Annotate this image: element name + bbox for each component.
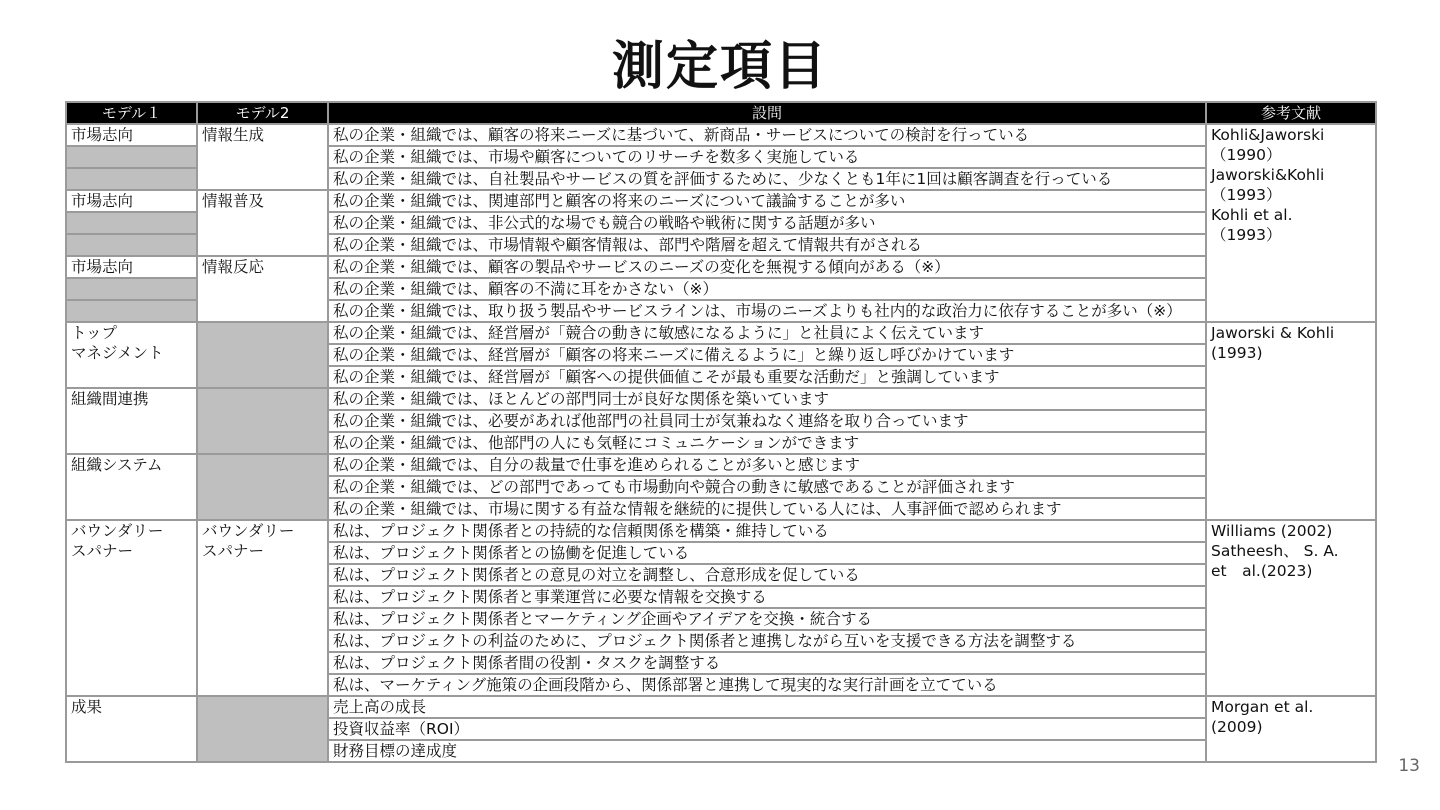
model1-cell <box>66 212 197 234</box>
reference-cell <box>1206 520 1376 696</box>
question-cell: 私の企業・組織では、市場や顧客についてのリサーチを数多く実施している <box>328 146 1206 168</box>
header-question: 設問 <box>328 102 1206 124</box>
model1-cell: 市場志向 <box>66 124 197 146</box>
model1-cell: バウンダリー スパナー <box>66 520 197 696</box>
question-cell: 私の企業・組織では、関連部門と顧客の将来のニーズについて議論することが多い <box>328 190 1206 212</box>
question-cell: 私の企業・組織では、どの部門であっても市場動向や競合の動きに敏感であることが評価されます <box>328 476 1206 498</box>
question-cell: 財務目標の達成度 <box>328 740 1206 762</box>
question-cell: 私の企業・組織では、経営層が「顧客の将来ニーズに備えるように」と繰り返し呼びかけています <box>328 344 1206 366</box>
model1-cell: 成果 <box>66 696 197 762</box>
reference-line: Williams (2002) <box>1211 522 1333 540</box>
reference-line: （1990） <box>1211 146 1282 164</box>
question-cell: 私の企業・組織では、自社製品やサービスの質を評価するために、少なくとも1年に1回は顧客調査を行っている <box>328 168 1206 190</box>
reference-line: (2009) <box>1211 718 1263 736</box>
table-row <box>66 256 1376 278</box>
model2-cell <box>197 696 328 762</box>
question-cell: 私の企業・組織では、自分の裁量で仕事を進められることが多いと感じます <box>328 454 1206 476</box>
question-cell: 私は、プロジェクトの利益のために、プロジェクト関係者と連携しながら互いを支援できる方法を調整する <box>328 630 1206 652</box>
reference-line: Jaworski&Kohli <box>1211 166 1325 184</box>
question-cell: 私は、プロジェクト関係者と事業運営に必要な情報を交換する <box>328 586 1206 608</box>
reference-line: Kohli et al. <box>1211 206 1293 224</box>
question-cell: 私の企業・組織では、取り扱う製品やサービスラインは、市場のニーズよりも社内的な政治力に依存することが多い（※） <box>328 300 1206 322</box>
question-cell: 私の企業・組織では、他部門の人にも気軽にコミュニケーションができます <box>328 432 1206 454</box>
question-cell: 私の企業・組織では、経営層が「顧客への提供価値こそが最も重要な活動だ」と強調しています <box>328 366 1206 388</box>
model1-cell <box>66 168 197 190</box>
model1-cell <box>66 300 197 322</box>
reference-line: Satheesh、 S. A. <box>1211 542 1339 560</box>
question-cell: 私の企業・組織では、顧客の製品やサービスのニーズの変化を無視する傾向がある（※） <box>328 256 1206 278</box>
reference-line: （1993） <box>1211 226 1282 244</box>
question-cell: 私は、プロジェクト関係者との持続的な信頼関係を構築・維持している <box>328 520 1206 542</box>
question-cell: 私の企業・組織では、ほとんどの部門同士が良好な関係を築いています <box>328 388 1206 410</box>
model2-cell <box>197 454 328 520</box>
question-cell: 私の企業・組織では、顧客の将来ニーズに基づいて、新商品・サービスについての検討を行っている <box>328 124 1206 146</box>
header-model1: モデル１ <box>66 102 197 124</box>
table-body <box>66 124 1376 762</box>
table-row <box>66 124 1376 146</box>
model1-cell: トップ マネジメント <box>66 322 197 388</box>
reference-line: Jaworski & Kohli <box>1211 324 1335 342</box>
model2-cell: バウンダリー スパナー <box>197 520 328 696</box>
reference-line: Kohli&Jaworski <box>1211 126 1325 144</box>
page-number: 13 <box>1398 756 1420 776</box>
reference-line: (1993) <box>1211 344 1263 362</box>
question-cell: 私の企業・組織では、経営層が「競合の動きに敏感になるように」と社員によく伝えています <box>328 322 1206 344</box>
reference-cell <box>1206 696 1376 762</box>
model1-cell <box>66 278 197 300</box>
question-cell: 私の企業・組織では、顧客の不満に耳をかさない（※） <box>328 278 1206 300</box>
model1-cell <box>66 146 197 168</box>
reference-line: et al.(2023) <box>1211 562 1313 580</box>
header-row <box>66 102 1376 124</box>
model1-cell <box>66 234 197 256</box>
question-cell: 私の企業・組織では、必要があれば他部門の社員同士が気兼ねなく連絡を取り合っています <box>328 410 1206 432</box>
question-cell: 私の企業・組織では、市場に関する有益な情報を継続的に提供している人には、人事評価で認められます <box>328 498 1206 520</box>
reference-line: （1993） <box>1211 186 1282 204</box>
reference-cell <box>1206 124 1376 322</box>
question-cell: 売上高の成長 <box>328 696 1206 718</box>
model2-cell: 情報反応 <box>197 256 328 322</box>
table-row <box>66 388 1376 410</box>
header-reference: 参考文献 <box>1206 102 1376 124</box>
model1-cell: 市場志向 <box>66 256 197 278</box>
table-row <box>66 454 1376 476</box>
table-row <box>66 190 1376 212</box>
measurement-items-table <box>65 101 1377 763</box>
question-cell: 私は、プロジェクト関係者間の役割・タスクを調整する <box>328 652 1206 674</box>
model2-cell <box>197 322 328 388</box>
header-model2: モデル2 <box>197 102 328 124</box>
question-cell: 私は、プロジェクト関係者との意見の対立を調整し、合意形成を促している <box>328 564 1206 586</box>
question-cell: 私の企業・組織では、市場情報や顧客情報は、部門や階層を超えて情報共有がされる <box>328 234 1206 256</box>
table-row <box>66 322 1376 344</box>
model2-cell: 情報普及 <box>197 190 328 256</box>
model1-cell: 組織間連携 <box>66 388 197 454</box>
question-cell: 投資収益率（ROI） <box>328 718 1206 740</box>
question-cell: 私の企業・組織では、非公式的な場でも競合の戦略や戦術に関する話題が多い <box>328 212 1206 234</box>
question-cell: 私は、マーケティング施策の企画段階から、関係部署と連携して現実的な実行計画を立てている <box>328 674 1206 696</box>
model1-cell: 組織システム <box>66 454 197 520</box>
reference-line: Morgan et al. <box>1211 698 1314 716</box>
slide-title: 測定項目 <box>611 37 828 97</box>
question-cell: 私は、プロジェクト関係者との協働を促進している <box>328 542 1206 564</box>
model1-cell: 市場志向 <box>66 190 197 212</box>
table-row <box>66 520 1376 542</box>
model2-cell <box>197 388 328 454</box>
table-row <box>66 696 1376 718</box>
reference-cell <box>1206 322 1376 520</box>
question-cell: 私は、プロジェクト関係者とマーケティング企画やアイデアを交換・統合する <box>328 608 1206 630</box>
model2-cell: 情報生成 <box>197 124 328 190</box>
